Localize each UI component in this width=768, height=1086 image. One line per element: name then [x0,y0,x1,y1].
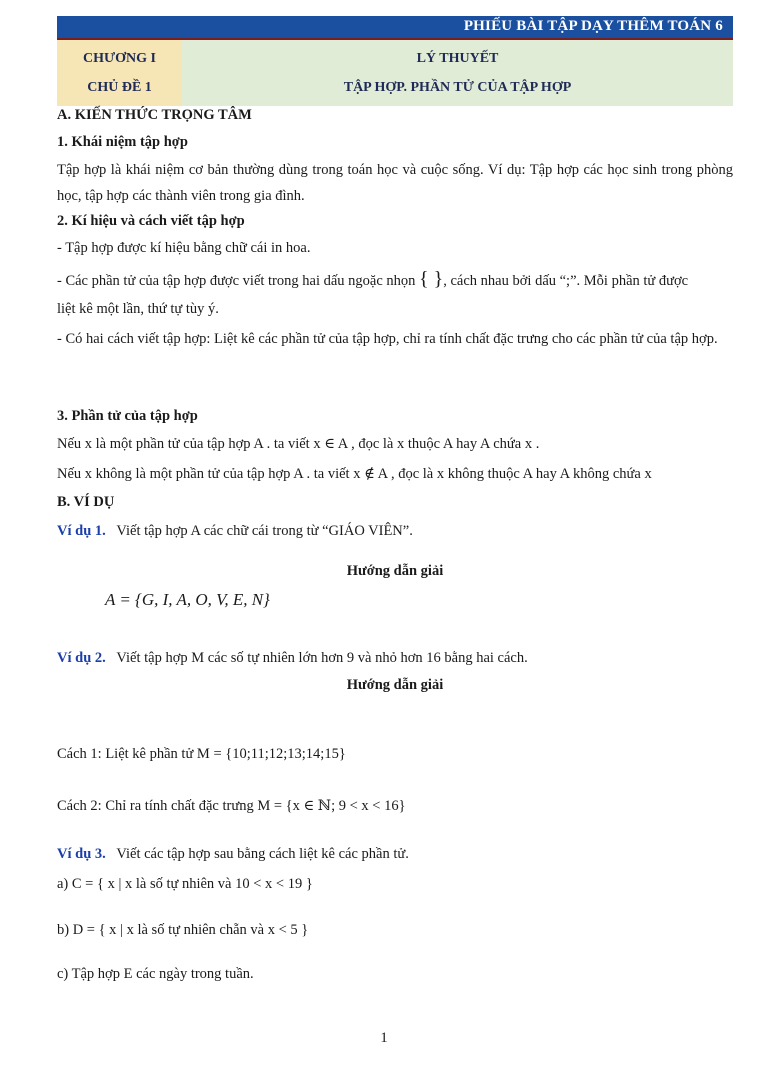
example-2-way-2: Cách 2: Chỉ ra tính chất đặc trưng M = {x ∈ ℕ; 9 < x < 16} [57,798,406,814]
braces-symbol: { } [419,268,444,290]
s2-line2 [57,268,733,291]
chapter-label: CHƯƠNG I [83,50,156,66]
chapter-left-cell [57,40,182,106]
example-3-text: Viết các tập hợp sau bằng cách liệt kê các phần tử. [116,846,409,862]
s2-title: 2. Kí hiệu và cách viết tập hợp [57,213,245,229]
guide-heading-1: Hướng dẫn giải [346,563,444,579]
chapter-box [57,40,733,106]
s2-line2-continued: liệt kê một lần, thứ tự tùy ý. [57,301,219,317]
s1-text: Tập hợp là khái niệm cơ bản thường dùng trong toán học và cuộc sống. Ví dụ: Tập hợp các học sinh trong phòng học, tập hợp các thành viên trong gia đình. [57,162,733,204]
example-3-part-a: a) C = { x | x là số tự nhiên và 10 < x < 19 } [57,876,313,892]
s3-title: 3. Phần tử của tập hợp [57,408,198,424]
example-1-label: Ví dụ 1. [57,523,106,539]
example-3-part-b: b) D = { x | x là số tự nhiên chẵn và x < 5 } [57,922,309,938]
example-2 [57,650,733,667]
s3-line2: Nếu x không là một phần tử của tập hợp A . ta viết x ∉ A , đọc là x không thuộc A hay A không chứa x [57,466,652,482]
example-3-part-c: c) Tập hợp E các ngày trong tuần. [57,966,254,982]
topic-number: CHỦ ĐỀ 1 [87,79,152,95]
example-1-answer: A = {G, I, A, O, V, E, N} [105,590,270,609]
example-3 [57,846,733,863]
section-b-heading: B. VÍ DỤ [57,494,115,510]
example-2-label: Ví dụ 2. [57,650,106,666]
guide-heading-2: Hướng dẫn giải [346,677,444,693]
header-title: PHIẾU BÀI TẬP DẠY THÊM TOÁN 6 [463,18,723,34]
s2-line2-part1: - Các phần tử của tập hợp được viết trong hai dấu ngoặc nhọn [57,273,416,289]
page-number: 1 [380,1030,388,1046]
example-3-label: Ví dụ 3. [57,846,106,862]
example-2-way-1: Cách 1: Liệt kê phần tử M = {10;11;12;13;14;15} [57,746,346,762]
header-bar [57,16,733,40]
example-1-text: Viết tập hợp A các chữ cái trong từ “GIÁO VIÊN”. [116,523,413,539]
s3-line1: Nếu x là một phần tử của tập hợp A . ta viết x ∈ A , đọc là x thuộc A hay A chứa x . [57,436,540,452]
theory-label: LÝ THUYẾT [416,50,499,66]
s2-line2-part2: , cách nhau bởi dấu “;”. Mỗi phần tử được [443,273,689,289]
s1-title: 1. Khái niệm tập hợp [57,134,188,150]
section-a-heading: A. KIẾN THỨC TRỌNG TÂM [57,107,252,123]
chapter-right-cell [182,40,733,106]
s2-line1: - Tập hợp được kí hiệu bằng chữ cái in hoa. [57,240,311,256]
example-1 [57,523,733,540]
s2-line3: - Có hai cách viết tập hợp: Liệt kê các phần tử của tập hợp, chỉ ra tính chất đặc trưng cho các phần tử của tập hợp. [57,331,718,347]
topic-title: TẬP HỢP. PHẦN TỬ CỦA TẬP HỢP [343,79,572,95]
example-2-text: Viết tập hợp M các số tự nhiên lớn hơn 9 và nhỏ hơn 16 bằng hai cách. [116,650,528,666]
